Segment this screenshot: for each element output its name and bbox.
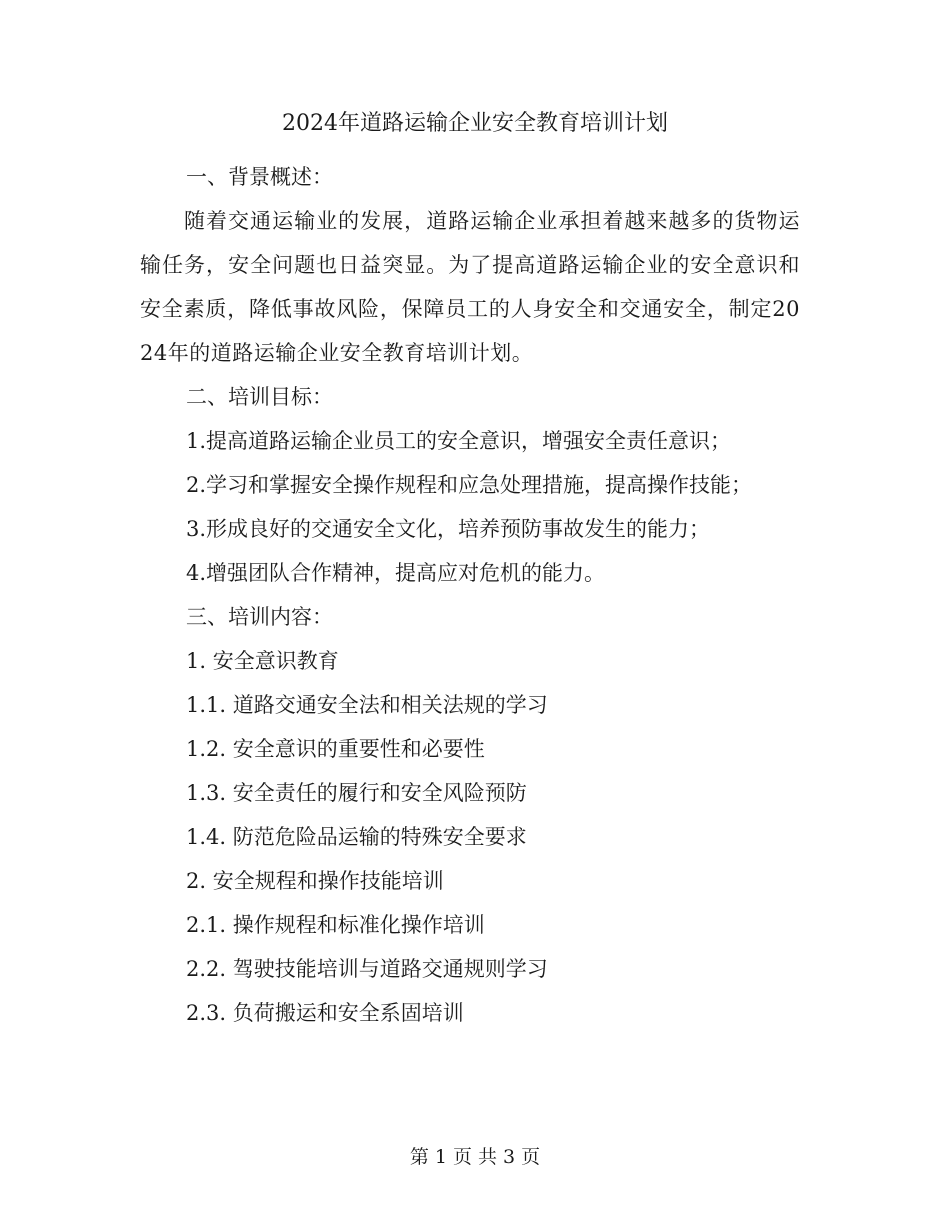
content-item: 1.3. 安全责任的履行和安全风险预防 (186, 781, 527, 805)
content-item: 1.4. 防范危险品运输的特殊安全要求 (186, 825, 527, 849)
goal-item-2: 2.学习和掌握安全操作规程和应急处理措施，提高操作技能； (186, 473, 753, 497)
goal-item-4: 4.增强团队合作精神，提高应对危机的能力。 (186, 561, 606, 585)
content-item: 2.1. 操作规程和标准化操作培训 (186, 913, 485, 937)
content-item: 2.2. 驾驶技能培训与道路交通规则学习 (186, 957, 548, 981)
background-paragraph: 随着交通运输业的发展，道路运输企业承担着越来越多的货物运输任务，安全问题也日益突显。为了提高道路运输企业的安全意识和安全素质，降低事故风险，保障员工的人身安全和交通安全，制定2024年的道路运输企业安全教育培训计划。 (140, 209, 800, 365)
document-title: 2024年道路运输企业安全教育培训计划 (282, 111, 668, 136)
content-item: 2. 安全规程和操作技能培训 (186, 869, 444, 893)
section-heading-content: 三、培训内容： (186, 605, 333, 629)
content-item: 1. 安全意识教育 (186, 649, 339, 673)
section-heading-background: 一、背景概述： (186, 165, 333, 189)
goal-item-3: 3.形成良好的交通安全文化，培养预防事故发生的能力； (186, 517, 711, 541)
page-number-footer: 第 1 页 共 3 页 (409, 1146, 541, 1168)
content-item: 2.3. 负荷搬运和安全系固培训 (186, 1001, 464, 1025)
section-heading-goals: 二、培训目标： (186, 385, 333, 409)
content-item: 1.1. 道路交通安全法和相关法规的学习 (186, 693, 548, 717)
content-item: 1.2. 安全意识的重要性和必要性 (186, 737, 485, 761)
goal-item-1: 1.提高道路运输企业员工的安全意识，增强安全责任意识； (186, 429, 732, 453)
document-body (140, 155, 800, 1035)
